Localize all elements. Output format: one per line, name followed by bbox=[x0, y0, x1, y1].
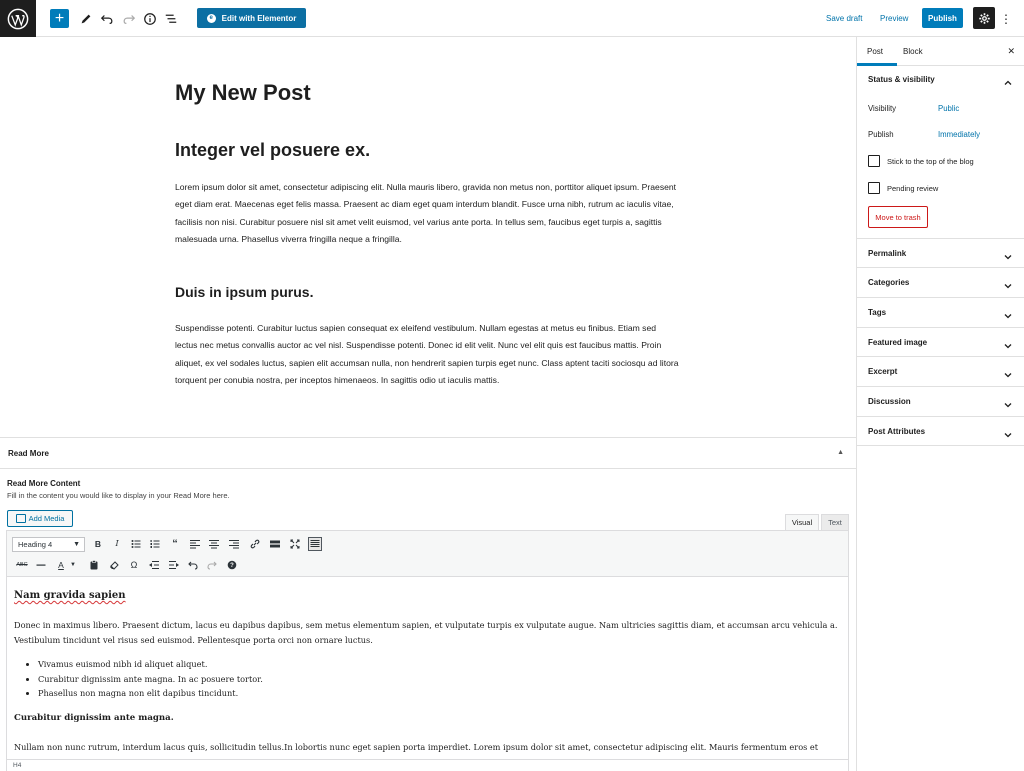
read-more-content-label: Read More Content bbox=[7, 479, 81, 488]
editor-header bbox=[0, 0, 1024, 37]
chevron-down-icon[interactable] bbox=[1003, 397, 1013, 407]
panel-tags[interactable]: Tags bbox=[868, 308, 887, 317]
format-select[interactable] bbox=[12, 537, 85, 552]
align-center-icon[interactable] bbox=[207, 537, 221, 551]
editor-content-area[interactable] bbox=[7, 578, 848, 759]
divider bbox=[857, 445, 1024, 446]
tab-visual[interactable]: Visual bbox=[785, 514, 819, 530]
settings-sidebar bbox=[856, 37, 1024, 771]
tab-block[interactable]: Block bbox=[903, 47, 923, 56]
save-draft-button[interactable]: Save draft bbox=[826, 13, 863, 23]
special-character-icon[interactable]: Ω bbox=[130, 560, 138, 570]
chevron-down-icon: ▼ bbox=[73, 541, 80, 548]
editor-undo-icon[interactable] bbox=[186, 558, 200, 572]
strikethrough-icon[interactable]: ABC bbox=[16, 562, 28, 568]
info-icon[interactable] bbox=[142, 9, 158, 28]
media-icon bbox=[16, 514, 26, 523]
editor-status-path: H4 bbox=[7, 759, 848, 771]
panel-categories[interactable]: Categories bbox=[868, 278, 910, 287]
editor-toolbar bbox=[7, 531, 848, 577]
italic-icon[interactable]: I bbox=[115, 539, 119, 549]
keyboard-shortcuts-help-icon[interactable] bbox=[225, 558, 239, 572]
chevron-up-icon[interactable] bbox=[1003, 75, 1013, 85]
visibility-value-link[interactable]: Public bbox=[938, 104, 960, 113]
move-to-trash-button[interactable]: Move to trash bbox=[868, 206, 928, 228]
redo-icon[interactable] bbox=[121, 9, 137, 28]
post-heading-2[interactable]: Duis in ipsum purus. bbox=[175, 284, 314, 300]
post-paragraph-2[interactable]: Suspendisse potenti. Curabitur luctus sapien consequat ex eleifend vestibulum. Nullam egestas at metus eu finibus. Etiam sed lectus nec metus convallis auctor ac vel nisl. Suspendisse potenti. Donec id elit velit. Nunc vel elit quis est faucibus mattis. Proin aliquet, ex vel sodales luctus, sapien elit accumsan nulla, non hendrerit sapien turpis eget nunc. Class aptent taciti sociosqu ad litora torquent per conubia nostra, per inceptos himenaeos. In sagittis odio ut iaculis mattis. bbox=[175, 323, 679, 386]
editor-canvas bbox=[0, 37, 856, 437]
chevron-down-icon[interactable] bbox=[1003, 278, 1013, 288]
metabox-toggle-icon[interactable]: ▲ bbox=[837, 449, 844, 456]
visibility-label: Visibility bbox=[868, 104, 897, 113]
more-options-icon[interactable]: ⋮ bbox=[1000, 11, 1012, 26]
align-left-icon[interactable] bbox=[188, 537, 202, 551]
editor-paragraph-2[interactable]: Nullam non nunc rutrum, interdum lacus quis, sollicitudin tellus.In lobortis nunc eget sapien porta imperdiet. Lorem ipsum dolor sit amet, consectetur adipiscing elit. Mauris fermentum eros et bbox=[14, 742, 819, 752]
divider bbox=[857, 238, 1024, 239]
chevron-down-icon[interactable] bbox=[1003, 308, 1013, 318]
pending-review-checkbox[interactable] bbox=[868, 182, 880, 194]
chevron-down-icon[interactable] bbox=[1003, 427, 1013, 437]
editor-subheading[interactable]: Curabitur dignissim ante magna. bbox=[14, 713, 174, 723]
active-tab-indicator bbox=[857, 63, 897, 66]
read-more-description: Fill in the content you would like to display in your Read More here. bbox=[7, 491, 230, 500]
horizontal-line-icon[interactable] bbox=[34, 558, 48, 572]
post-paragraph-1[interactable]: Lorem ipsum dolor sit amet, consectetur adipiscing elit. Nulla mauris libero, gravida non metus non, porttitor aliquet ipsum. Praesent eget diam erat. Maecenas eget felis massa. Praesent ac diam eget quam interdum blandit. Fusce urna nibh, rutrum ac iaculis vitae, facilisis non nisi. Curabitur posuere nisl sit amet velit euismod, vel varius ante porta. In tellus sem, faucibus eget turpis a, sagittis malesuada urna. Phasellus viverra fringilla neque a fringilla. bbox=[175, 182, 677, 245]
divider bbox=[857, 416, 1024, 417]
metabox-title: Read More bbox=[8, 449, 49, 458]
editor-bullet-list bbox=[38, 657, 263, 701]
list-item[interactable]: • Curabitur dignissim ante magna. In ac posuere tortor. bbox=[38, 672, 263, 687]
chevron-down-icon[interactable] bbox=[1003, 249, 1013, 259]
divider bbox=[857, 327, 1024, 328]
text-color-icon[interactable]: A bbox=[58, 560, 64, 570]
metabox-header[interactable] bbox=[0, 438, 856, 469]
divider bbox=[857, 267, 1024, 268]
post-heading-1[interactable]: Integer vel posuere ex. bbox=[175, 140, 371, 160]
settings-gear-icon[interactable] bbox=[973, 7, 995, 29]
chevron-down-icon[interactable] bbox=[1003, 338, 1013, 348]
publish-date-link[interactable]: Immediately bbox=[938, 130, 981, 139]
add-media-button[interactable] bbox=[7, 510, 73, 527]
panel-excerpt[interactable]: Excerpt bbox=[868, 367, 898, 376]
divider bbox=[857, 356, 1024, 357]
outdent-icon[interactable] bbox=[147, 558, 161, 572]
format-select-value: Heading 4 bbox=[18, 540, 53, 549]
preview-button[interactable]: Preview bbox=[880, 13, 909, 23]
paste-text-icon[interactable] bbox=[87, 558, 101, 572]
close-icon[interactable]: ✕ bbox=[1007, 46, 1015, 56]
add-block-button[interactable]: + bbox=[50, 9, 69, 28]
pending-review-label: Pending review bbox=[887, 184, 939, 193]
sticky-checkbox[interactable] bbox=[868, 155, 880, 167]
panel-featured-image[interactable]: Featured image bbox=[868, 338, 928, 347]
panel-discussion[interactable]: Discussion bbox=[868, 397, 911, 406]
bold-icon[interactable]: B bbox=[94, 539, 102, 549]
post-title[interactable]: My New Post bbox=[175, 80, 311, 105]
add-media-label: Add Media bbox=[28, 514, 65, 523]
numbered-list-icon[interactable] bbox=[148, 537, 162, 551]
indent-icon[interactable] bbox=[167, 558, 181, 572]
elementor-icon: e bbox=[207, 14, 216, 23]
link-icon[interactable] bbox=[248, 537, 262, 551]
list-item[interactable]: • Phasellus non magna non elit dapibus tincidunt. bbox=[38, 686, 263, 701]
chevron-down-icon[interactable] bbox=[1003, 367, 1013, 377]
edit-with-elementor-button[interactable] bbox=[197, 8, 306, 28]
clear-formatting-icon[interactable] bbox=[107, 558, 121, 572]
wordpress-logo-icon[interactable] bbox=[0, 0, 36, 37]
divider bbox=[857, 297, 1024, 298]
tab-text[interactable]: Text bbox=[821, 514, 849, 530]
publish-label: Publish bbox=[868, 130, 894, 139]
list-view-icon[interactable] bbox=[163, 9, 179, 28]
elementor-label: Edit with Elementor bbox=[221, 13, 297, 23]
sidebar-tabs bbox=[857, 37, 1024, 66]
panel-permalink[interactable]: Permalink bbox=[868, 249, 907, 258]
panel-post-attributes[interactable]: Post Attributes bbox=[868, 427, 926, 436]
publish-button[interactable]: Publish bbox=[922, 8, 963, 28]
text-color-dropdown-icon[interactable]: ▼ bbox=[70, 562, 76, 568]
toolbar-toggle-icon[interactable] bbox=[308, 537, 322, 551]
tab-post[interactable]: Post bbox=[867, 47, 884, 56]
list-item[interactable]: • Vivamus euismod nibh id aliquet aliquet. bbox=[38, 657, 263, 672]
editor-redo-icon[interactable] bbox=[205, 558, 219, 572]
bullet-list-icon[interactable] bbox=[129, 537, 143, 551]
tools-pencil-icon[interactable] bbox=[78, 9, 94, 28]
read-more-metabox bbox=[0, 437, 856, 771]
editor-heading[interactable]: Nam gravida sapien bbox=[14, 590, 126, 601]
classic-editor bbox=[6, 530, 849, 771]
read-more-tag-icon[interactable] bbox=[268, 537, 282, 551]
align-right-icon[interactable] bbox=[227, 537, 241, 551]
editor-paragraph-1[interactable]: Donec in maximus libero. Praesent dictum, lacus eu dapibus dapibus, sem metus elementum sapien, et vulputate turpis ex vulputate augue. Nam ultricies sagittis diam, et accumsan arcu vehicula a. Vestibulum tincidunt vel risus sed euismod. Pellentesque porta orci non ornare luctus. bbox=[14, 620, 838, 645]
blockquote-icon[interactable]: “ bbox=[172, 538, 178, 550]
fullscreen-icon[interactable] bbox=[288, 537, 302, 551]
undo-icon[interactable] bbox=[99, 9, 115, 28]
svg-text:?: ? bbox=[230, 563, 234, 570]
status-visibility-panel-title[interactable]: Status & visibility bbox=[868, 75, 935, 84]
divider bbox=[857, 386, 1024, 387]
sticky-label: Stick to the top of the blog bbox=[887, 157, 974, 166]
